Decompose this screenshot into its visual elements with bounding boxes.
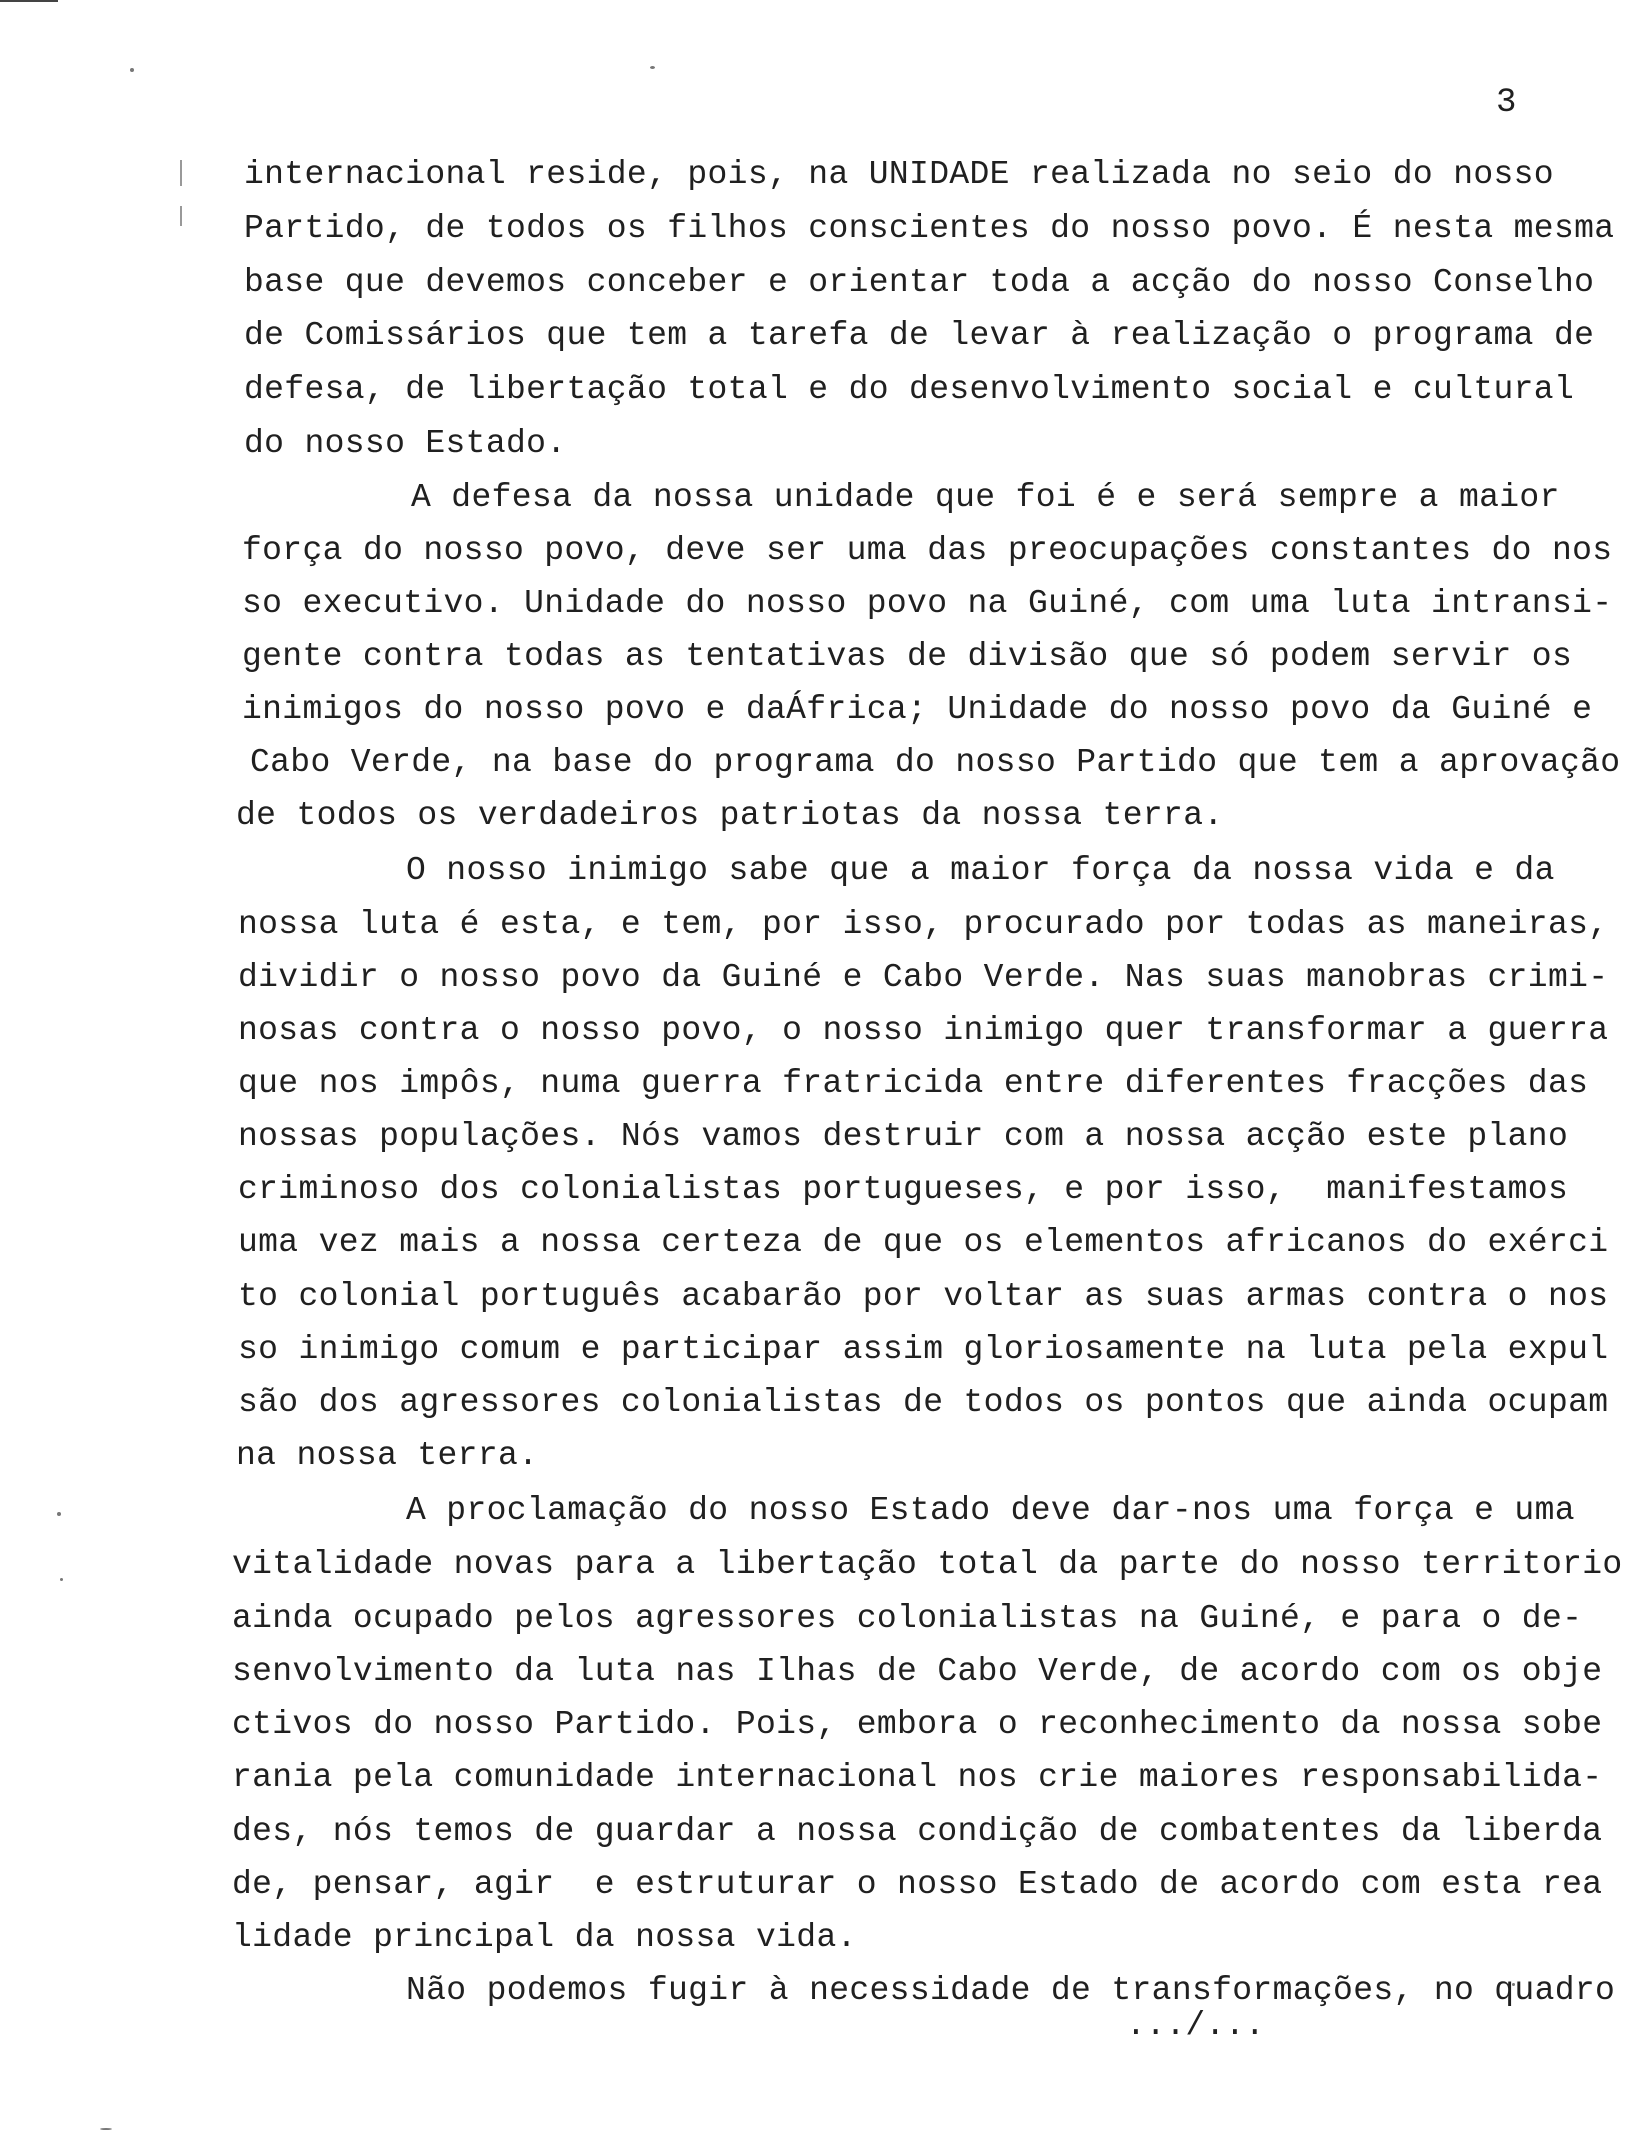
text-line: gente contra todas as tentativas de divisão que só podem servir os [242, 638, 1573, 675]
text-line: so inimigo comum e participar assim gloriosamente na luta pela expul [238, 1331, 1609, 1368]
paragraph-first-line: A defesa da nossa unidade que foi é e será sempre a maior [411, 479, 1560, 516]
text-line: nossa luta é esta, e tem, por isso, procurado por todas as maneiras, [238, 906, 1609, 943]
scan-speck [130, 68, 134, 72]
margin-mark [180, 160, 182, 186]
paragraph-first-line: A proclamação do nosso Estado deve dar-nos uma força e uma [406, 1492, 1575, 1529]
text-line: força do nosso povo, deve ser uma das preocupações constantes do nos [242, 532, 1613, 569]
text-line: ainda ocupado pelos agressores colonialistas na Guiné, e para o de- [232, 1600, 1583, 1637]
text-line: defesa, de libertação total e do desenvolvimento social e cultural [244, 371, 1575, 408]
text-line: de todos os verdadeiros patriotas da nossa terra. [236, 797, 1224, 834]
text-line: uma vez mais a nossa certeza de que os elementos africanos do exérci [238, 1224, 1609, 1261]
text-line: inimigos do nosso povo e daÁfrica; Unidade do nosso povo da Guiné e [242, 691, 1593, 728]
text-line: senvolvimento da luta nas Ilhas de Cabo Verde, de acordo com os obje [232, 1653, 1603, 1690]
text-line: ctivos do nosso Partido. Pois, embora o reconhecimento da nossa sobe [232, 1706, 1603, 1743]
scan-speck [57, 1512, 61, 1516]
text-line: são dos agressores colonialistas de todos os pontos que ainda ocupam [238, 1384, 1609, 1421]
text-line: des, nós temos de guardar a nossa condição de combatentes da liberda [232, 1813, 1603, 1850]
text-line: vitalidade novas para a libertação total da parte do nosso territorio [232, 1546, 1623, 1583]
text-line: Partido, de todos os filhos conscientes do nosso povo. É nesta mesma [244, 210, 1615, 247]
continuation-mark: .../... [1126, 2007, 1265, 2044]
paragraph-first-line: O nosso inimigo sabe que a maior força da nossa vida e da [406, 852, 1555, 889]
text-line: criminoso dos colonialistas portugueses, e por isso, manifestamos [238, 1171, 1569, 1208]
text-line: lidade principal da nossa vida. [232, 1919, 857, 1956]
scan-speck [650, 66, 655, 69]
text-line: de Comissários que tem a tarefa de levar à realização o programa de [244, 317, 1595, 354]
text-line: internacional reside, pois, na UNIDADE realizada no seio do nosso [244, 156, 1554, 193]
text-line: so executivo. Unidade do nosso povo na Guiné, com uma luta intransi- [242, 585, 1613, 622]
text-line: to colonial português acabarão por voltar as suas armas contra o nos [238, 1278, 1609, 1315]
text-line: rania pela comunidade internacional nos crie maiores responsabilida- [232, 1759, 1603, 1796]
paragraph-first-line: Não podemos fugir à necessidade de transformações, no quadro [406, 1972, 1616, 2009]
page-number: 3 [1496, 84, 1517, 122]
text-line: de, pensar, agir e estruturar o nosso Estado de acordo com esta rea [232, 1866, 1603, 1903]
text-line: Cabo Verde, na base do programa do nosso Partido que tem a aprovação [250, 744, 1621, 781]
text-line: base que devemos conceber e orientar toda a acção do nosso Conselho [244, 264, 1595, 301]
text-line: nosas contra o nosso povo, o nosso inimigo quer transformar a guerra [238, 1012, 1609, 1049]
scan-speck [100, 2128, 112, 2130]
scan-speck [60, 1578, 63, 1581]
text-line: nossas populações. Nós vamos destruir com a nossa acção este plano [238, 1118, 1569, 1155]
text-line: do nosso Estado. [244, 425, 567, 462]
text-line: dividir o nosso povo da Guiné e Cabo Verde. Nas suas manobras crimi- [238, 959, 1609, 996]
margin-mark [180, 206, 182, 226]
top-edge-rule [0, 0, 58, 2]
text-line: que nos impôs, numa guerra fratricida entre diferentes fracções das [238, 1065, 1589, 1102]
text-line: na nossa terra. [236, 1437, 539, 1474]
